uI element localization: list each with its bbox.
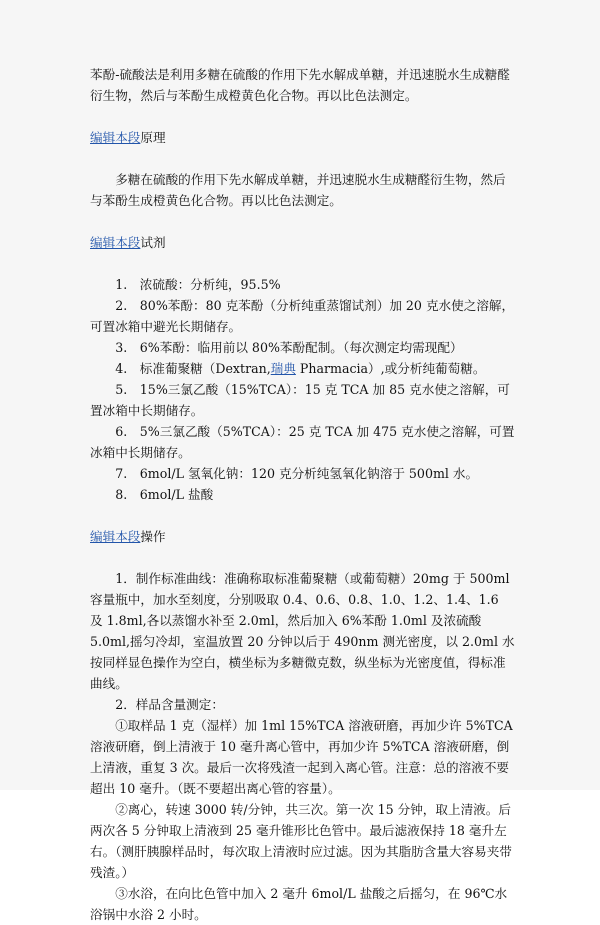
section-title-reagents: 试剂 xyxy=(140,235,166,250)
reagent-item-1: 1. 浓硫酸：分析纯，95.5% xyxy=(115,277,281,292)
section-title-principle: 原理 xyxy=(140,130,166,145)
reagent-item-7: 7. 6mol/L 氢氧化钠：120 克分析纯氢氧化钠溶于 500ml 水。 xyxy=(115,466,479,481)
operation-step-2: 2．样品含量测定： xyxy=(115,697,224,712)
edit-section-link-operation[interactable]: 编辑本段 xyxy=(90,529,141,544)
article-body xyxy=(90,64,515,925)
reagent-item-4-prefix: 4. 标准葡聚糖（Dextran, xyxy=(115,361,271,376)
reagent-item-3: 3. 6%苯酚：临用前以 80%苯酚配制。（每次测定均需现配） xyxy=(115,340,463,355)
section-heading-reagents xyxy=(90,232,515,253)
operation-substep-2: ②离心，转速 3000 转/分钟，共三次。第一次 15 分钟，取上清液。后两次各 5 分钟取上清液到 25 毫升锥形比色管中。最后滤液保持 18 毫升左右。（测肝胰腺样品时，每次取上清液时应过滤。因为其脂肪含量大容易夹带残渣。） xyxy=(90,802,512,880)
section-heading-operation xyxy=(90,526,515,547)
section-heading-principle xyxy=(90,127,515,148)
intro-paragraph: 苯酚-硫酸法是利用多糖在硫酸的作用下先水解成单糖，并迅速脱水生成糖醛衍生物，然后与苯酚生成橙黄色化合物。再以比色法测定。 xyxy=(90,67,510,103)
principle-paragraph: 多糖在硫酸的作用下先水解成单糖，并迅速脱水生成糖醛衍生物，然后与苯酚生成橙黄色化合物。再以比色法测定。 xyxy=(90,172,506,208)
edit-section-link-reagents[interactable]: 编辑本段 xyxy=(90,235,141,250)
reagent-item-6: 6. 5%三氯乙酸（5%TCA）：25 克 TCA 加 475 克水使之溶解，可置冰箱中长期储存。 xyxy=(90,424,515,460)
edit-section-link-principle[interactable]: 编辑本段 xyxy=(90,130,141,145)
operation-substep-3: ③水浴，在向比色管中加入 2 毫升 6mol/L 盐酸之后摇匀，在 96℃水浴锅中水浴 2 小时。 xyxy=(90,886,508,922)
reagent-item-4 xyxy=(90,358,515,379)
reagent-item-4-suffix: Pharmacia）,或分析纯葡萄糖。 xyxy=(295,361,486,376)
operation-substep-1: ①取样品 1 克（湿样）加 1ml 15%TCA 溶液研磨，再加少许 5%TCA 溶液研磨，倒上清液于 10 毫升离心管中，再加少许 5%TCA 溶液研磨，倒上清液，重复 3 次。最后一次将残渣一起到入离心管。注意：总的溶液不要超出 10 毫升。（既不要超出离心管的容量）。 xyxy=(90,718,513,796)
sweden-link[interactable]: 瑞典 xyxy=(270,361,296,376)
reagent-item-8: 8. 6mol/L 盐酸 xyxy=(115,487,214,502)
reagent-item-5: 5. 15%三氯乙酸（15%TCA）：15 克 TCA 加 85 克水使之溶解，可置冰箱中长期储存。 xyxy=(90,382,510,418)
operation-step-1: 1．制作标准曲线：准确称取标准葡聚糖（或葡萄糖）20mg 于 500ml 容量瓶中，加水至刻度，分别吸取 0.4、0.6、0.8、1.0、1.2、1.4、1.6 及 1.8ml,各以蒸馏水补至 2.0ml，然后加入 6%苯酚 1.0ml 及浓硫酸 5.0ml,摇匀冷却，室温放置 20 分钟以后于 490nm 测光密度，以 2.0ml 水按同样显色操作为空白，横坐标为多糖微克数，纵坐标为光密度值，得标准曲线。 xyxy=(90,571,515,691)
section-title-operation: 操作 xyxy=(140,529,166,544)
reagent-item-2: 2. 80%苯酚：80 克苯酚（分析纯重蒸馏试剂）加 20 克水使之溶解，可置冰箱中避光长期储存。 xyxy=(90,298,515,334)
